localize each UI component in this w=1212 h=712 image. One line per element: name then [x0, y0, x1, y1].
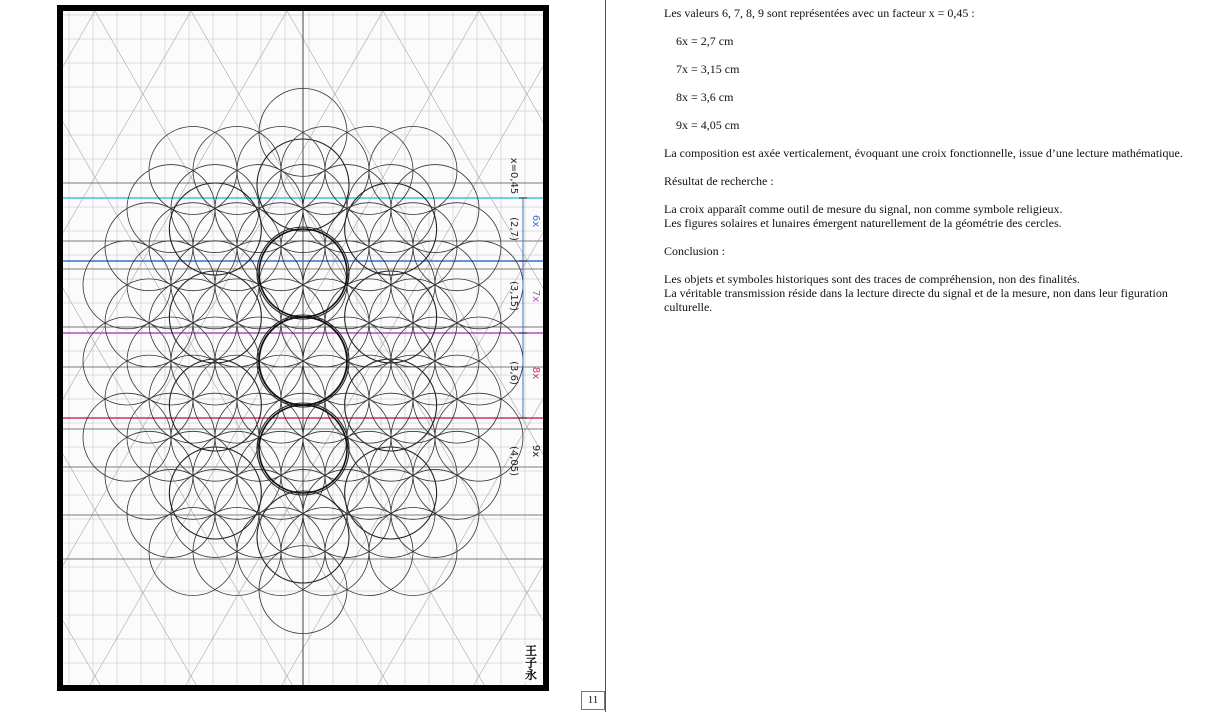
measure-annotation: (4,05) — [508, 445, 519, 477]
value-line: 8x = 3,6 cm — [676, 90, 734, 104]
measure-annotation: 8x — [530, 366, 541, 380]
diagonal-line — [63, 11, 196, 685]
intro-paragraph: Les valeurs 6, 7, 8, 9 sont représentées avec un facteur x = 0,45 : — [664, 6, 975, 20]
measure-annotation: (3,15) — [508, 280, 519, 312]
diagonal-line — [63, 11, 191, 685]
artist-seal — [523, 645, 539, 681]
diagonal-line — [63, 11, 292, 685]
conclusion-line: La véritable transmission réside dans la lecture directe du signal et de la mesure, non dans leur figuration culturelle. — [664, 286, 1168, 314]
measure-annotation: (2,7) — [508, 217, 519, 241]
value-line: 7x = 3,15 cm — [676, 62, 740, 76]
measure-annotation: x=0,45 — [508, 157, 519, 195]
diagonal-line — [63, 11, 287, 685]
result-paragraph — [664, 202, 1184, 230]
diagonal-line — [191, 11, 543, 685]
seal-char: 子 — [524, 656, 537, 670]
seal-char: 永 — [524, 668, 537, 682]
result-heading: Résultat de recherche : — [664, 174, 774, 188]
diagonal-line — [287, 11, 543, 685]
measure-annotation: 9x — [530, 444, 541, 458]
conclusion-heading: Conclusion : — [664, 244, 726, 258]
diagonal-line — [282, 11, 543, 685]
conclusion-line: Les objets et symboles historiques sont des traces de compréhension, non des finalités. — [664, 272, 1080, 286]
measure-annotation: 6x — [530, 214, 541, 228]
measure-annotation: (3,6) — [508, 361, 519, 385]
geometric-drawing — [63, 11, 543, 685]
value-line: 6x = 2,7 cm — [676, 34, 734, 48]
large-circle — [345, 447, 437, 539]
diagonal-line — [479, 11, 543, 685]
large-circle — [169, 447, 261, 539]
circle-geometry-figure — [63, 11, 543, 685]
result-line: Les figures solaires et lunaires émergent naturellement de la géométrie des cercles. — [664, 216, 1062, 230]
composition-paragraph: La composition est axée verticalement, évoquant une croix fonctionnelle, issue d’une lecture mathématique. — [664, 146, 1183, 160]
page-number: 11 — [581, 691, 605, 710]
seal-char: 王 — [524, 644, 537, 658]
diagonal-line — [63, 11, 100, 685]
drawing-frame — [57, 5, 549, 691]
diagonal-line — [378, 11, 543, 685]
measure-annotation: 7x — [530, 289, 541, 303]
diagonal-line — [186, 11, 543, 685]
diagonal-line — [474, 11, 543, 685]
result-line: La croix apparaît comme outil de mesure du signal, non comme symbole religieux. — [664, 202, 1063, 216]
conclusion-paragraph — [664, 272, 1184, 314]
right-page — [664, 6, 1184, 328]
value-line: 9x = 4,05 cm — [676, 118, 740, 132]
diagonal-line — [63, 11, 95, 685]
diagonal-line — [383, 11, 543, 685]
diagonal-line — [95, 11, 484, 685]
